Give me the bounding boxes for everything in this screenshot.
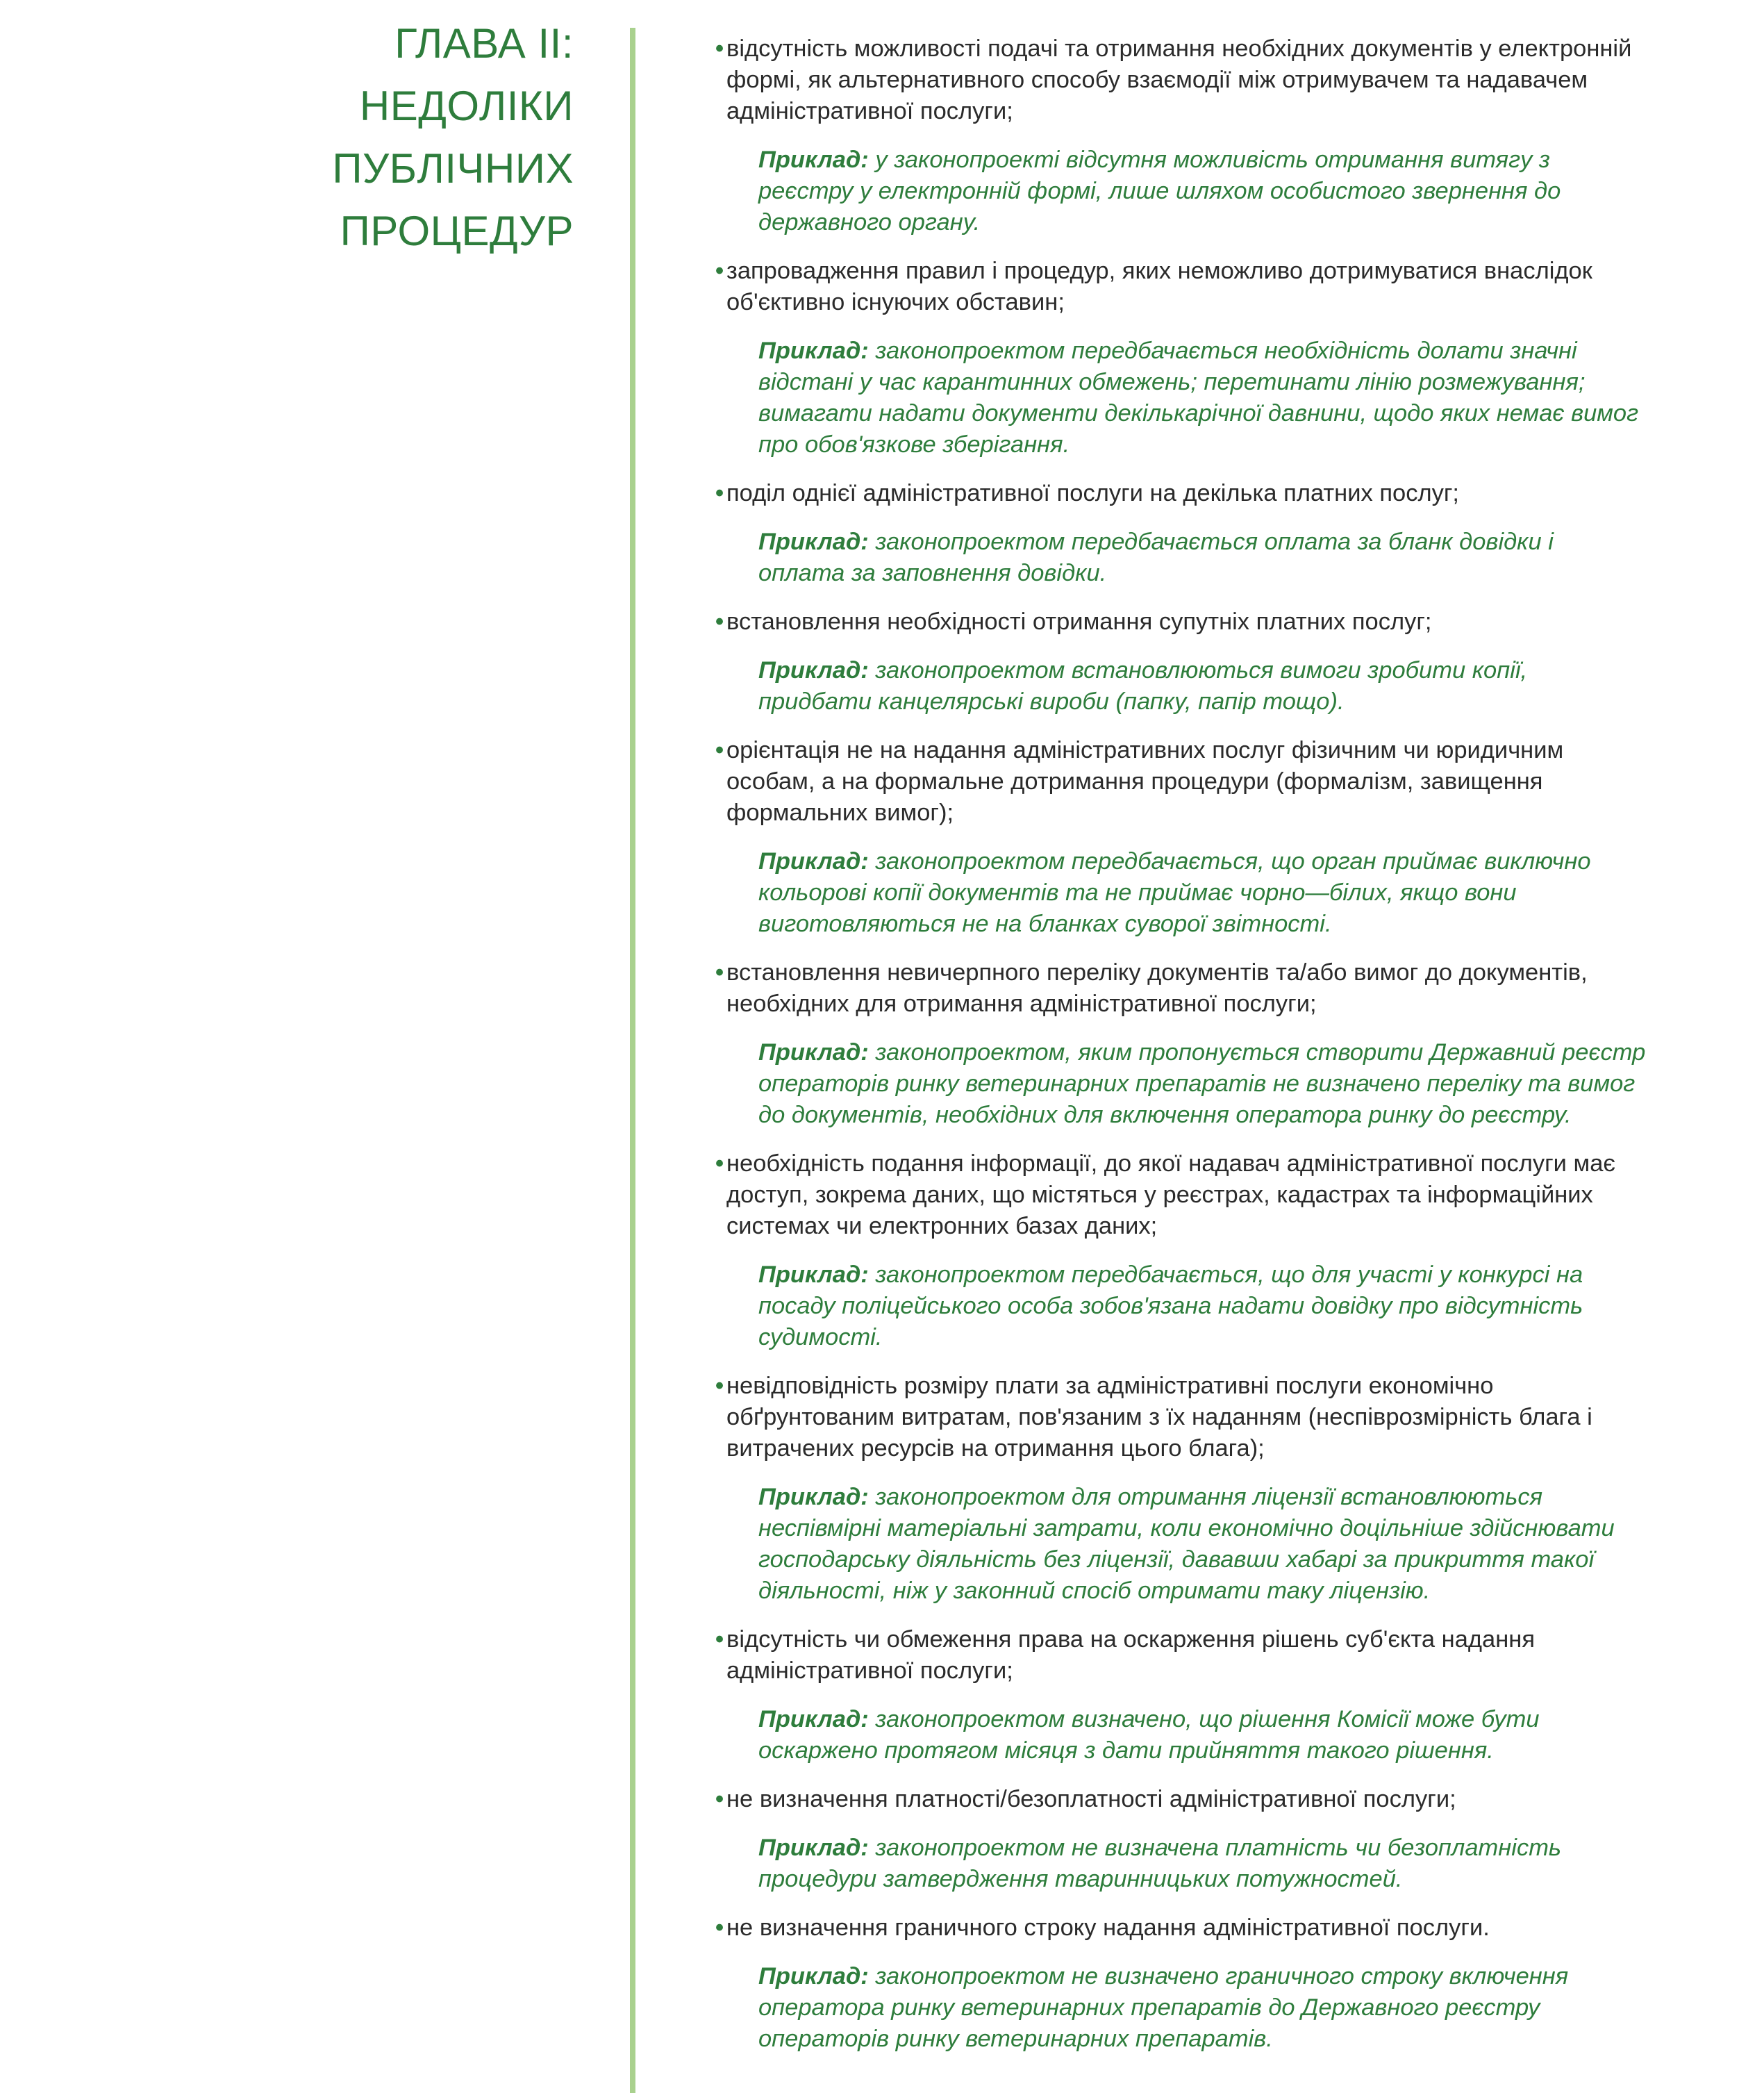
list-item — [715, 957, 1646, 1020]
example-text: законопроектом передбачається оплата за бланк довідки і оплата за заповнення довідки. — [758, 529, 1554, 586]
chapter-title-line: ГЛАВА II: — [394, 20, 574, 67]
example-block — [718, 1037, 1646, 1131]
bullet-icon: • — [715, 1786, 724, 1812]
example-block — [718, 1961, 1646, 2055]
item-text: встановлення невичерпного переліку документів та/або вимог до документів, необхідних для отримання адміністративної послуги; — [726, 959, 1588, 1017]
example-block — [718, 1704, 1646, 1767]
bullet-icon: • — [715, 1626, 724, 1653]
bullet-list — [715, 33, 1646, 2072]
bullet-icon: • — [715, 35, 724, 62]
item-text: орієнтація не на надання адміністративних послуг фізичним чи юридичним особам, а на формальне дотримання процедури (формалізм, завищення формальних вимог); — [726, 737, 1564, 826]
example-text: законопроектом передбачається необхідність долати значні відстані у час карантинних обмежень; перетинати лінію розмежування; вимагати надати документи декількарічної давнини, щодо яких немає вимог про обов'язкове зберігання. — [758, 338, 1639, 458]
example-label: Приклад: — [758, 1706, 869, 1732]
example-text: законопроектом передбачається, що для участі у конкурсі на посаду поліцейського особа зобов'язана надати довідку про відсутність судимості. — [758, 1261, 1583, 1350]
example-label: Приклад: — [758, 147, 869, 173]
item-text: невідповідність розміру плати за адміністративні послуги економічно обґрунтованим витратам, пов'язаним з їх наданням (неспіврозмірність блага і витрачених ресурсів на отримання цього блага); — [726, 1373, 1592, 1462]
vertical-divider — [630, 28, 635, 2093]
example-text: у законопроекті відсутня можливість отримання витягу з реєстру у електронній формі, лише шляхом особистого звернення до державного органу. — [758, 147, 1561, 235]
item-text: необхідність подання інформації, до якої надавач адміністративної послуги має доступ, зокрема даних, що містяться у реєстрах, кадастрах та інформаційних системах чи електронних базах даних; — [726, 1150, 1616, 1239]
list-item — [715, 1371, 1646, 1464]
list-item — [715, 478, 1646, 509]
bullet-icon: • — [715, 737, 724, 763]
example-label: Приклад: — [758, 338, 869, 364]
list-item — [715, 1784, 1646, 1815]
example-text: законопроектом передбачається, що орган приймає виключно кольорові копії документів та не приймає чорно—білих, якщо вони виготовляються не на бланках суворої звітності. — [758, 848, 1591, 937]
list-item — [715, 33, 1646, 127]
chapter-title — [0, 13, 574, 263]
bullet-icon: • — [715, 959, 724, 986]
example-block — [718, 336, 1646, 461]
item-text: поділ однієї адміністративної послуги на декілька платних послуг; — [726, 480, 1460, 506]
item-text: не визначення платності/безоплатності адміністративної послуги; — [726, 1786, 1456, 1812]
example-text: законопроектом визначено, що рішення Комісії може бути оскаржено протягом місяця з дати прийняття такого рішення. — [758, 1706, 1540, 1764]
bullet-icon: • — [715, 609, 724, 635]
list-item — [715, 256, 1646, 318]
item-text: встановлення необхідності отримання супутніх платних послуг; — [726, 609, 1432, 635]
example-text: законопроектом не визначено граничного строку включення оператора ринку ветеринарних препаратів до Державного реєстру операторів ринку ветеринарних препаратів. — [758, 1963, 1569, 2052]
example-label: Приклад: — [758, 529, 869, 555]
example-label: Приклад: — [758, 1039, 869, 1066]
list-item — [715, 1624, 1646, 1687]
chapter-title-line: ПРОЦЕДУР — [340, 208, 574, 254]
example-label: Приклад: — [758, 1963, 869, 1989]
bullet-icon: • — [715, 1150, 724, 1177]
example-label: Приклад: — [758, 1484, 869, 1510]
example-label: Приклад: — [758, 1835, 869, 1861]
example-block — [718, 1833, 1646, 1895]
example-label: Приклад: — [758, 848, 869, 875]
chapter-title-line: НЕДОЛІКИ — [359, 83, 574, 129]
bullet-icon: • — [715, 1914, 724, 1941]
chapter-title-line: ПУБЛІЧНИХ — [332, 145, 574, 192]
example-block — [718, 1259, 1646, 1353]
example-block — [718, 846, 1646, 940]
item-text: не визначення граничного строку надання адміністративної послуги. — [726, 1914, 1490, 1941]
list-item — [715, 606, 1646, 638]
list-item — [715, 735, 1646, 829]
example-text: законопроектом не визначена платність чи безоплатність процедури затвердження тваринницьких потужностей. — [758, 1835, 1562, 1892]
bullet-icon: • — [715, 1373, 724, 1399]
list-item — [715, 1912, 1646, 1944]
item-text: запровадження правил і процедур, яких неможливо дотримуватися внаслідок об'єктивно існуючих обставин; — [726, 258, 1592, 315]
example-text: законопроектом, яким пропонується створити Державний реєстр операторів ринку ветеринарних препаратів не визначено переліку та вимог до документів, необхідних для включення оператора ринку до реєстру. — [758, 1039, 1646, 1128]
list-item — [715, 1148, 1646, 1242]
example-block — [718, 144, 1646, 238]
example-text: законопроектом встановлюються вимоги зробити копії, придбати канцелярські вироби (папку, папір тощо). — [758, 657, 1528, 715]
item-text: відсутність чи обмеження права на оскарження рішень суб'єкта надання адміністративної послуги; — [726, 1626, 1536, 1684]
example-block — [718, 527, 1646, 589]
bullet-icon: • — [715, 258, 724, 284]
example-label: Приклад: — [758, 1261, 869, 1288]
example-block — [718, 655, 1646, 718]
bullet-icon: • — [715, 480, 724, 506]
example-block — [718, 1482, 1646, 1607]
example-text: законопроектом для отримання ліцензії встановлюються неспівмірні матеріальні затрати, коли економічно доцільніше здійснювати господарську діяльність без ліцензії, дававши хабарі за прикриття такої діяльності, ніж у законний спосіб отримати таку ліцензію. — [758, 1484, 1615, 1604]
item-text: відсутність можливості подачі та отримання необхідних документів у електронній формі, як альтернативного способу взаємодії між отримувачем та надавачем адміністративної послуги; — [726, 35, 1632, 124]
example-label: Приклад: — [758, 657, 869, 684]
